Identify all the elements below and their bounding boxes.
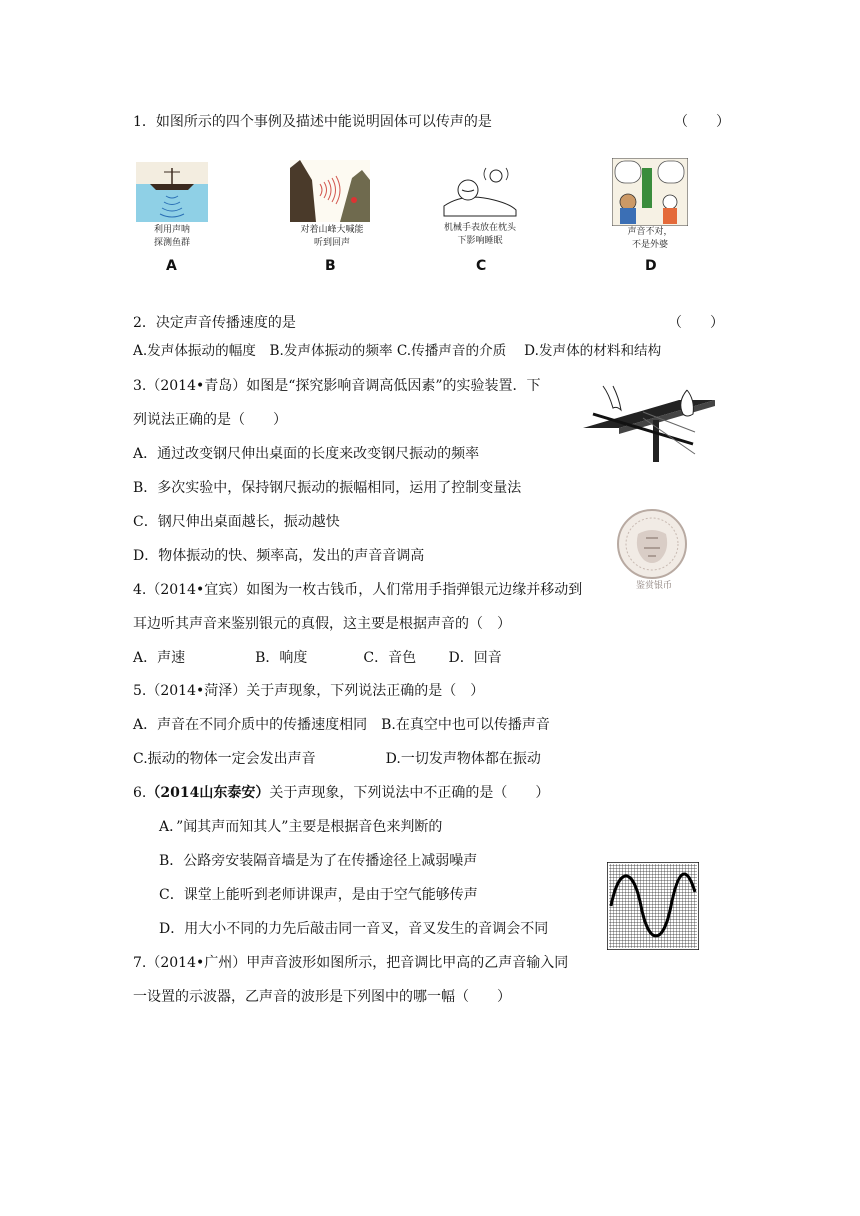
- figure-c-label: C: [476, 258, 487, 274]
- q7-stem-line2: 一设置的示波器，乙声音的波形是下列图中的哪一幅（ ）: [133, 989, 511, 1005]
- q4-options: A．声速 B．响度 C．音色 D．回音: [133, 650, 502, 666]
- q3-option-d: D．物体振动的快、频率高，发出的声音音调高: [133, 548, 425, 564]
- q6-number: 6.: [133, 785, 147, 801]
- figure-b-echo: [290, 160, 370, 222]
- figure-a-sonar: [136, 162, 208, 222]
- q3-stem-line1: 3.（2014•青岛）如图是“探究影响音调高低因素”的实验装置．下: [133, 378, 541, 394]
- figure-b-label: B: [325, 258, 336, 274]
- q6-option-d: D．用大小不同的力先后敲击同一音叉，音叉发生的音调会不同: [159, 921, 549, 937]
- figure-d-caption-2: 不是外婆: [631, 240, 668, 250]
- q5-options-ab: A．声音在不同介质中的传播速度相同 B.在真空中也可以传播声音: [133, 717, 550, 733]
- figure-b-caption-1: 对着山峰大喊能: [300, 225, 364, 235]
- q3-option-b: B．多次实验中，保持钢尺振动的振幅相同，运用了控制变量法: [133, 480, 522, 496]
- q6-source: （2014山东泰安）: [146, 785, 270, 801]
- q6-option-b: B．公路旁安装隔音墙是为了在传播途径上减弱噪声: [159, 853, 478, 869]
- figure-d-label: D: [645, 258, 657, 274]
- q3-option-a: A．通过改变钢尺伸出桌面的长度来改变钢尺振动的频率: [133, 446, 480, 462]
- figure-a-caption-1: 利用声呐: [153, 225, 190, 235]
- q3-stem-line2: 列说法正确的是（ ）: [133, 412, 287, 428]
- q1-answer-paren: （ ）: [674, 114, 730, 130]
- coin-caption: 鉴赏银币: [635, 581, 672, 591]
- q5-stem: 5.（2014•菏泽）关于声现象，下列说法正确的是（ ）: [133, 683, 485, 699]
- q6-option-c: C．课堂上能听到老师讲课声，是由于空气能够传声: [159, 887, 478, 903]
- q3-option-c: C．钢尺伸出桌面越长，振动越快: [133, 514, 340, 530]
- q1-stem: 1．如图所示的四个事例及描述中能说明固体可以传声的是: [133, 114, 492, 130]
- figure-d-comic: [612, 158, 688, 226]
- figure-c-caption-1: 机械手表放在枕头: [443, 223, 516, 233]
- q2-stem: 2．决定声音传播速度的是: [133, 315, 296, 331]
- q2-answer-paren: （ ）: [668, 315, 724, 331]
- figure-c-caption-2: 下影响睡眠: [457, 236, 503, 246]
- figure-d-caption-1: 声音不对，: [627, 227, 673, 237]
- figure-c-watch-pillow: [440, 162, 520, 218]
- q7-stem-line1: 7.（2014•广州）甲声音波形如图所示，把音调比甲高的乙声音输入同: [133, 955, 569, 971]
- q6-stem: [133, 783, 549, 803]
- q6-stem-text: 关于声现象，下列说法中不正确的是（ ）: [269, 785, 550, 801]
- figure-a-label: A: [166, 258, 177, 274]
- q6-option-a: A．”闻其声而知其人”主要是根据音色来判断的: [159, 819, 443, 835]
- figure-b-caption-2: 听到回声: [313, 238, 350, 248]
- q2-options: A.发声体振动的幅度 B.发声体振动的频率 C.传播声音的介质 D.发声体的材料和结构: [133, 343, 662, 359]
- figure-a-caption-2: 探测鱼群: [153, 238, 190, 248]
- figure-waveform: [607, 862, 699, 950]
- q4-stem-line1: 4.（2014•宜宾）如图为一枚古钱币，人们常用手指弹银元边缘并移动到: [133, 582, 583, 598]
- q5-options-cd: C.振动的物体一定会发出声音 D.一切发声物体都在振动: [133, 751, 541, 767]
- q4-stem-line2: 耳边听其声音来鉴别银元的真假，这主要是根据声音的（ ）: [133, 616, 511, 632]
- figure-ruler-experiment: [583, 384, 715, 462]
